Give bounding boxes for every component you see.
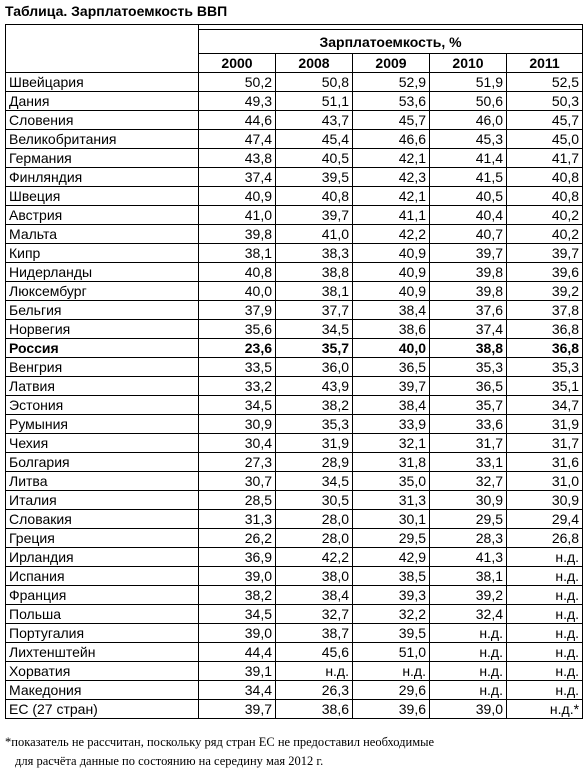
value-cell: 34,7	[507, 396, 583, 415]
value-cell: 36,8	[507, 320, 583, 339]
value-cell: 28,9	[276, 453, 353, 472]
country-cell: Кипр	[6, 244, 199, 263]
footnote-line-2: для расчёта данные по состоянию на середину мая 2012 г.	[15, 754, 324, 768]
value-cell: 39,2	[430, 586, 507, 605]
value-cell: 28,0	[276, 510, 353, 529]
value-cell: 30,9	[430, 491, 507, 510]
value-cell: 39,3	[353, 586, 430, 605]
value-cell: 43,7	[276, 111, 353, 130]
value-cell: 38,6	[353, 320, 430, 339]
value-cell: 33,2	[199, 377, 276, 396]
value-cell: 45,4	[276, 130, 353, 149]
value-cell: 34,5	[276, 320, 353, 339]
value-cell: 40,4	[430, 206, 507, 225]
value-cell: 40,9	[353, 282, 430, 301]
value-cell: 40,9	[353, 263, 430, 282]
value-cell: 29,4	[507, 510, 583, 529]
value-cell: 30,9	[199, 415, 276, 434]
value-cell: 31,8	[353, 453, 430, 472]
value-cell: 40,0	[353, 339, 430, 358]
value-cell: 39,8	[430, 263, 507, 282]
value-cell: 38,1	[199, 244, 276, 263]
table-row	[6, 263, 583, 282]
value-cell: 39,5	[353, 624, 430, 643]
country-cell: Дания	[6, 92, 199, 111]
value-cell: 51,9	[430, 73, 507, 92]
value-cell: 31,0	[507, 472, 583, 491]
value-cell: 39,0	[430, 700, 507, 719]
value-cell: 44,6	[199, 111, 276, 130]
value-cell: 44,4	[199, 643, 276, 662]
value-cell: 39,8	[430, 282, 507, 301]
value-cell: н.д.	[507, 605, 583, 624]
country-cell: Нидерланды	[6, 263, 199, 282]
value-cell: 38,1	[430, 567, 507, 586]
country-cell: Португалия	[6, 624, 199, 643]
value-cell: 37,7	[276, 301, 353, 320]
footnote	[5, 733, 582, 771]
table-row	[6, 149, 583, 168]
value-cell: 23,6	[199, 339, 276, 358]
value-cell: 42,3	[353, 168, 430, 187]
country-cell: Германия	[6, 149, 199, 168]
value-cell: н.д.	[507, 662, 583, 681]
country-cell: Словения	[6, 111, 199, 130]
value-cell: 37,4	[430, 320, 507, 339]
value-cell: 40,9	[353, 244, 430, 263]
value-cell: 37,9	[199, 301, 276, 320]
value-cell: 31,3	[199, 510, 276, 529]
table-row	[6, 662, 583, 681]
value-cell: 40,8	[507, 187, 583, 206]
country-cell: Австрия	[6, 206, 199, 225]
value-cell: 42,2	[353, 225, 430, 244]
value-cell: 53,6	[353, 92, 430, 111]
country-cell: Эстония	[6, 396, 199, 415]
value-cell: 26,2	[199, 529, 276, 548]
table-row	[6, 339, 583, 358]
country-cell: Швеция	[6, 187, 199, 206]
country-cell: Греция	[6, 529, 199, 548]
value-cell: 31,7	[507, 434, 583, 453]
value-cell: 26,3	[276, 681, 353, 700]
table-row	[6, 168, 583, 187]
value-cell: н.д.*	[507, 700, 583, 719]
value-cell: 29,6	[353, 681, 430, 700]
year-header: 2011	[507, 54, 583, 73]
value-cell: 39,7	[276, 206, 353, 225]
value-cell: 39,7	[199, 700, 276, 719]
value-cell: 35,1	[507, 377, 583, 396]
table-row	[6, 244, 583, 263]
value-cell: 31,6	[507, 453, 583, 472]
value-cell: 36,5	[430, 377, 507, 396]
value-cell: 26,8	[507, 529, 583, 548]
value-cell: 51,1	[276, 92, 353, 111]
value-cell: 35,7	[430, 396, 507, 415]
value-cell: 46,0	[430, 111, 507, 130]
table-title: Таблица. Зарплатоемкость ВВП	[5, 3, 228, 19]
country-cell: Россия	[6, 339, 199, 358]
table-row	[6, 567, 583, 586]
value-cell: 38,7	[276, 624, 353, 643]
value-cell: 38,4	[276, 586, 353, 605]
value-cell: 31,9	[276, 434, 353, 453]
value-cell: 43,8	[199, 149, 276, 168]
table-row	[6, 301, 583, 320]
value-cell: н.д.	[507, 681, 583, 700]
country-cell: Великобритания	[6, 130, 199, 149]
value-cell: 33,9	[353, 415, 430, 434]
value-cell: 39,8	[199, 225, 276, 244]
country-cell: Словакия	[6, 510, 199, 529]
year-header: 2009	[353, 54, 430, 73]
table-row	[6, 396, 583, 415]
value-cell: 46,6	[353, 130, 430, 149]
value-cell: 41,7	[507, 149, 583, 168]
value-cell: 52,5	[507, 73, 583, 92]
value-cell: 38,0	[276, 567, 353, 586]
value-cell: 40,9	[199, 187, 276, 206]
table-row	[6, 605, 583, 624]
value-cell: 51,0	[353, 643, 430, 662]
value-cell: 41,4	[430, 149, 507, 168]
value-cell: 38,8	[276, 263, 353, 282]
value-cell: 39,6	[507, 263, 583, 282]
value-cell: 32,1	[353, 434, 430, 453]
table-row	[6, 415, 583, 434]
value-cell: 39,1	[199, 662, 276, 681]
value-cell: 41,3	[430, 548, 507, 567]
footnote-line-1: *показатель не рассчитан, поскольку ряд стран ЕС не предоставил необходимые	[5, 735, 435, 749]
country-cell: Швейцария	[6, 73, 199, 92]
table-row	[6, 206, 583, 225]
value-cell: 34,5	[276, 472, 353, 491]
country-cell: Румыния	[6, 415, 199, 434]
value-cell: 43,9	[276, 377, 353, 396]
year-header: 2000	[199, 54, 276, 73]
value-cell: 35,7	[276, 339, 353, 358]
value-cell: 37,8	[507, 301, 583, 320]
value-cell: 30,7	[199, 472, 276, 491]
value-cell: 38,6	[276, 700, 353, 719]
value-cell: 29,5	[430, 510, 507, 529]
value-cell: н.д.	[276, 662, 353, 681]
value-cell: 30,9	[507, 491, 583, 510]
value-cell: 38,1	[276, 282, 353, 301]
country-cell: Польша	[6, 605, 199, 624]
value-cell: 40,5	[276, 149, 353, 168]
value-cell: 50,2	[199, 73, 276, 92]
value-cell: 30,1	[353, 510, 430, 529]
value-cell: н.д.	[353, 662, 430, 681]
value-cell: 45,6	[276, 643, 353, 662]
value-cell: 35,3	[507, 358, 583, 377]
value-cell: 27,3	[199, 453, 276, 472]
table-row	[6, 624, 583, 643]
table-row	[6, 491, 583, 510]
table-row	[6, 225, 583, 244]
value-cell: 34,5	[199, 605, 276, 624]
value-cell: 41,0	[276, 225, 353, 244]
country-cell: Литва	[6, 472, 199, 491]
value-cell: 31,9	[507, 415, 583, 434]
value-cell: 42,2	[276, 548, 353, 567]
value-cell: 38,2	[276, 396, 353, 415]
value-cell: 38,8	[430, 339, 507, 358]
table-row	[6, 111, 583, 130]
value-cell: 32,7	[430, 472, 507, 491]
country-cell: Финляндия	[6, 168, 199, 187]
value-cell: 34,5	[199, 396, 276, 415]
value-cell: 40,2	[507, 225, 583, 244]
country-cell: Болгария	[6, 453, 199, 472]
header-corner-cell	[6, 25, 199, 73]
country-cell: Венгрия	[6, 358, 199, 377]
value-cell: 45,7	[507, 111, 583, 130]
value-cell: н.д.	[430, 662, 507, 681]
table-row	[6, 472, 583, 491]
value-cell: 31,7	[430, 434, 507, 453]
year-header: 2008	[276, 54, 353, 73]
country-cell: Бельгия	[6, 301, 199, 320]
value-cell: 50,6	[430, 92, 507, 111]
country-cell: Италия	[6, 491, 199, 510]
value-cell: н.д.	[507, 548, 583, 567]
table-row	[6, 377, 583, 396]
value-cell: 40,8	[276, 187, 353, 206]
country-cell: ЕС (27 стран)	[6, 700, 199, 719]
value-cell: 36,5	[353, 358, 430, 377]
value-cell: 39,2	[507, 282, 583, 301]
value-cell: 50,8	[276, 73, 353, 92]
value-cell: 41,1	[353, 206, 430, 225]
value-cell: н.д.	[507, 643, 583, 662]
value-cell: 33,1	[430, 453, 507, 472]
value-cell: 37,6	[430, 301, 507, 320]
value-cell: 40,5	[430, 187, 507, 206]
value-cell: 45,7	[353, 111, 430, 130]
value-cell: 31,3	[353, 491, 430, 510]
value-cell: н.д.	[430, 643, 507, 662]
value-cell: н.д.	[507, 624, 583, 643]
country-cell: Мальта	[6, 225, 199, 244]
value-cell: 37,4	[199, 168, 276, 187]
country-cell: Люксембург	[6, 282, 199, 301]
value-cell: 28,3	[430, 529, 507, 548]
table-row	[6, 130, 583, 149]
country-cell: Лихтенштейн	[6, 643, 199, 662]
country-cell: Франция	[6, 586, 199, 605]
country-cell: Испания	[6, 567, 199, 586]
table-row	[6, 510, 583, 529]
value-cell: 39,0	[199, 567, 276, 586]
value-cell: 29,5	[353, 529, 430, 548]
value-cell: 39,5	[276, 168, 353, 187]
value-cell: 39,6	[353, 700, 430, 719]
value-cell: 50,3	[507, 92, 583, 111]
value-cell: 33,5	[199, 358, 276, 377]
value-cell: 30,4	[199, 434, 276, 453]
value-cell: 32,7	[276, 605, 353, 624]
value-cell: 38,2	[199, 586, 276, 605]
value-cell: 39,7	[507, 244, 583, 263]
value-cell: 38,5	[353, 567, 430, 586]
table-row	[6, 434, 583, 453]
table-row	[6, 187, 583, 206]
value-cell: 40,8	[199, 263, 276, 282]
value-cell: 40,8	[507, 168, 583, 187]
value-cell: 49,3	[199, 92, 276, 111]
value-cell: 32,2	[353, 605, 430, 624]
country-cell: Чехия	[6, 434, 199, 453]
header-group-label: Зарплатоемкость, %	[199, 30, 583, 54]
table-row	[6, 681, 583, 700]
value-cell: 39,7	[430, 244, 507, 263]
value-cell: 36,9	[199, 548, 276, 567]
country-cell: Латвия	[6, 377, 199, 396]
value-cell: 28,5	[199, 491, 276, 510]
value-cell: 35,0	[353, 472, 430, 491]
value-cell: 30,5	[276, 491, 353, 510]
value-cell: 38,4	[353, 301, 430, 320]
table-row	[6, 453, 583, 472]
value-cell: 40,7	[430, 225, 507, 244]
value-cell: 34,4	[199, 681, 276, 700]
value-cell: 39,7	[353, 377, 430, 396]
table-row	[6, 92, 583, 111]
table-row	[6, 700, 583, 719]
value-cell: 39,0	[199, 624, 276, 643]
value-cell: 35,3	[276, 415, 353, 434]
country-cell: Норвегия	[6, 320, 199, 339]
value-cell: 41,0	[199, 206, 276, 225]
table-row	[6, 643, 583, 662]
value-cell: 47,4	[199, 130, 276, 149]
table-row	[6, 282, 583, 301]
value-cell: 36,8	[507, 339, 583, 358]
table-row	[6, 73, 583, 92]
value-cell: 38,3	[276, 244, 353, 263]
value-cell: 40,0	[199, 282, 276, 301]
value-cell: н.д.	[507, 586, 583, 605]
value-cell: 38,4	[353, 396, 430, 415]
value-cell: 52,9	[353, 73, 430, 92]
value-cell: 40,2	[507, 206, 583, 225]
value-cell: 35,6	[199, 320, 276, 339]
value-cell: 36,0	[276, 358, 353, 377]
year-header: 2010	[430, 54, 507, 73]
value-cell: 45,3	[430, 130, 507, 149]
table-row	[6, 548, 583, 567]
value-cell: н.д.	[430, 624, 507, 643]
table-row	[6, 586, 583, 605]
value-cell: 42,9	[353, 548, 430, 567]
value-cell: 35,3	[430, 358, 507, 377]
value-cell: 28,0	[276, 529, 353, 548]
table-row	[6, 320, 583, 339]
value-cell: 33,6	[430, 415, 507, 434]
value-cell: 45,0	[507, 130, 583, 149]
value-cell: н.д.	[430, 681, 507, 700]
country-cell: Македония	[6, 681, 199, 700]
value-cell: 41,5	[430, 168, 507, 187]
wage-intensity-table	[5, 24, 583, 719]
value-cell: 32,4	[430, 605, 507, 624]
country-cell: Ирландия	[6, 548, 199, 567]
country-cell: Хорватия	[6, 662, 199, 681]
value-cell: н.д.	[507, 567, 583, 586]
table-row	[6, 529, 583, 548]
value-cell: 42,1	[353, 149, 430, 168]
value-cell: 42,1	[353, 187, 430, 206]
table-row	[6, 358, 583, 377]
